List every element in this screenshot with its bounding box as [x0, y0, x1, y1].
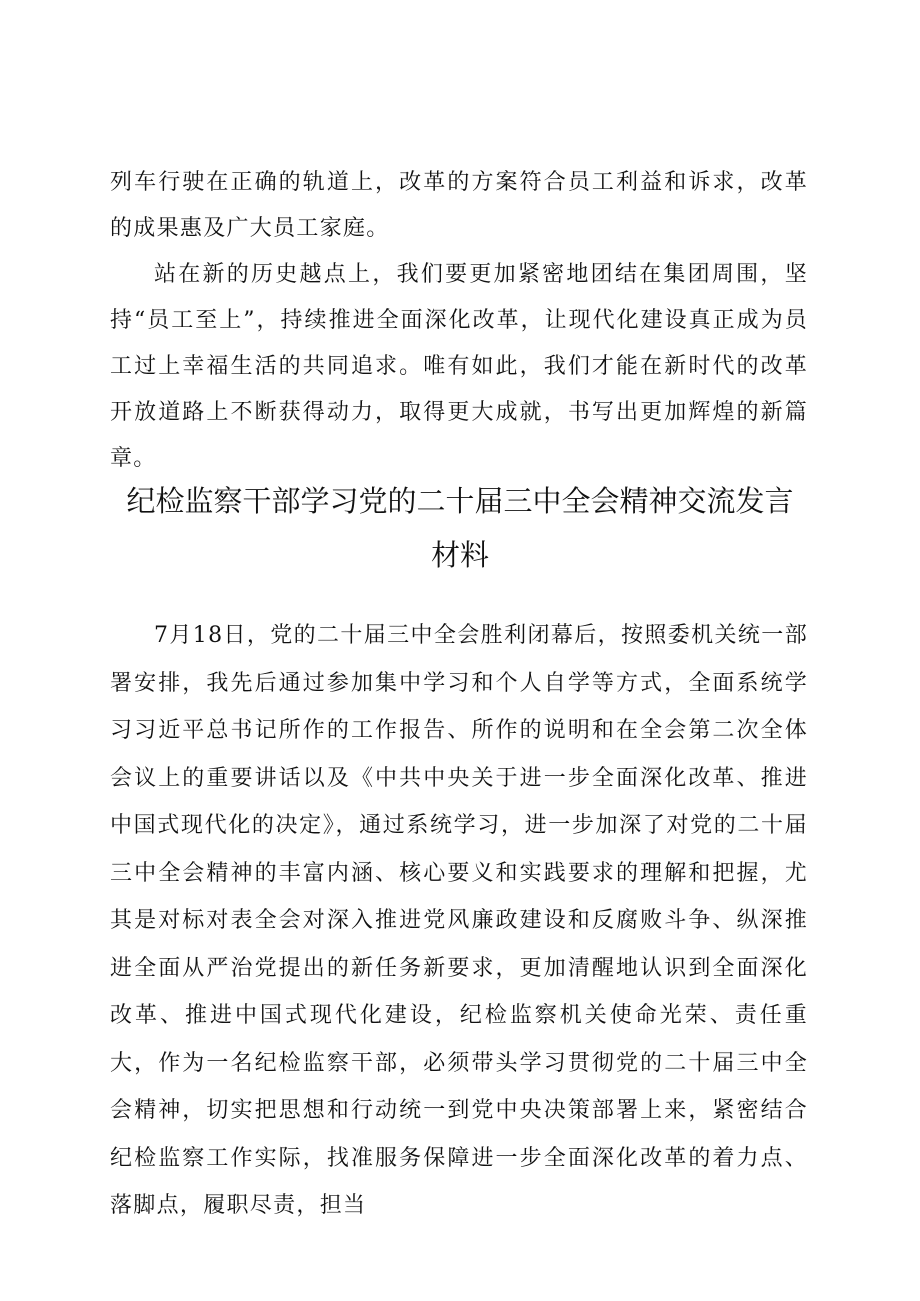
top-text-block [110, 160, 808, 482]
paragraph-opening: 7月18日，党的二十届三中全会胜利闭幕后，按照委机关统一部署安排，我先后通过参加集中学习和个人自学等方式，全面系统学习习近平总书记所作的工作报告、所作的说明和在全会第二次全体会议上的重要讲话以及《中共中央关于进一步全面深化改革、推进中国式现代化的决定》，通过系统学习，进一步加深了对党的二十届三中全会精神的丰富内涵、核心要义和实践要求的理解和把握，尤其是对标对表全会对深入推进党风廉政建设和反腐败斗争、纵深推进全面从严治党提出的新任务新要求，更加清醒地认识到全面深化改革、推进中国式现代化建设，纪检监察机关使命光荣、责任重大，作为一名纪检监察干部，必须带头学习贯彻党的二十届三中全会精神，切实把思想和行动统一到党中央决策部署上来，紧密结合纪检监察工作实际，找准服务保障进一步全面深化改革的着力点、落脚点，履职尽责，担当 [110, 623, 808, 1218]
article-title: 纪检监察干部学习党的二十届三中全会精神交流发言材料 [126, 484, 794, 572]
paragraph-conclusion: 站在新的历史越点上，我们要更加紧密地团结在集团周围，坚持“员工至上”，持续推进全面深化改革，让现代化建设真正成为员工过上幸福生活的共同追求。唯有如此，我们才能在新时代的改革开放道路上不断获得动力，取得更大成就，书写出更加辉煌的新篇章。 [110, 262, 808, 471]
main-text-block [110, 612, 808, 1230]
paragraph-continuation: 列车行驶在正确的轨道上，改革的方案符合员工利益和诉求，改革的成果惠及广大员工家庭。 [110, 170, 808, 241]
